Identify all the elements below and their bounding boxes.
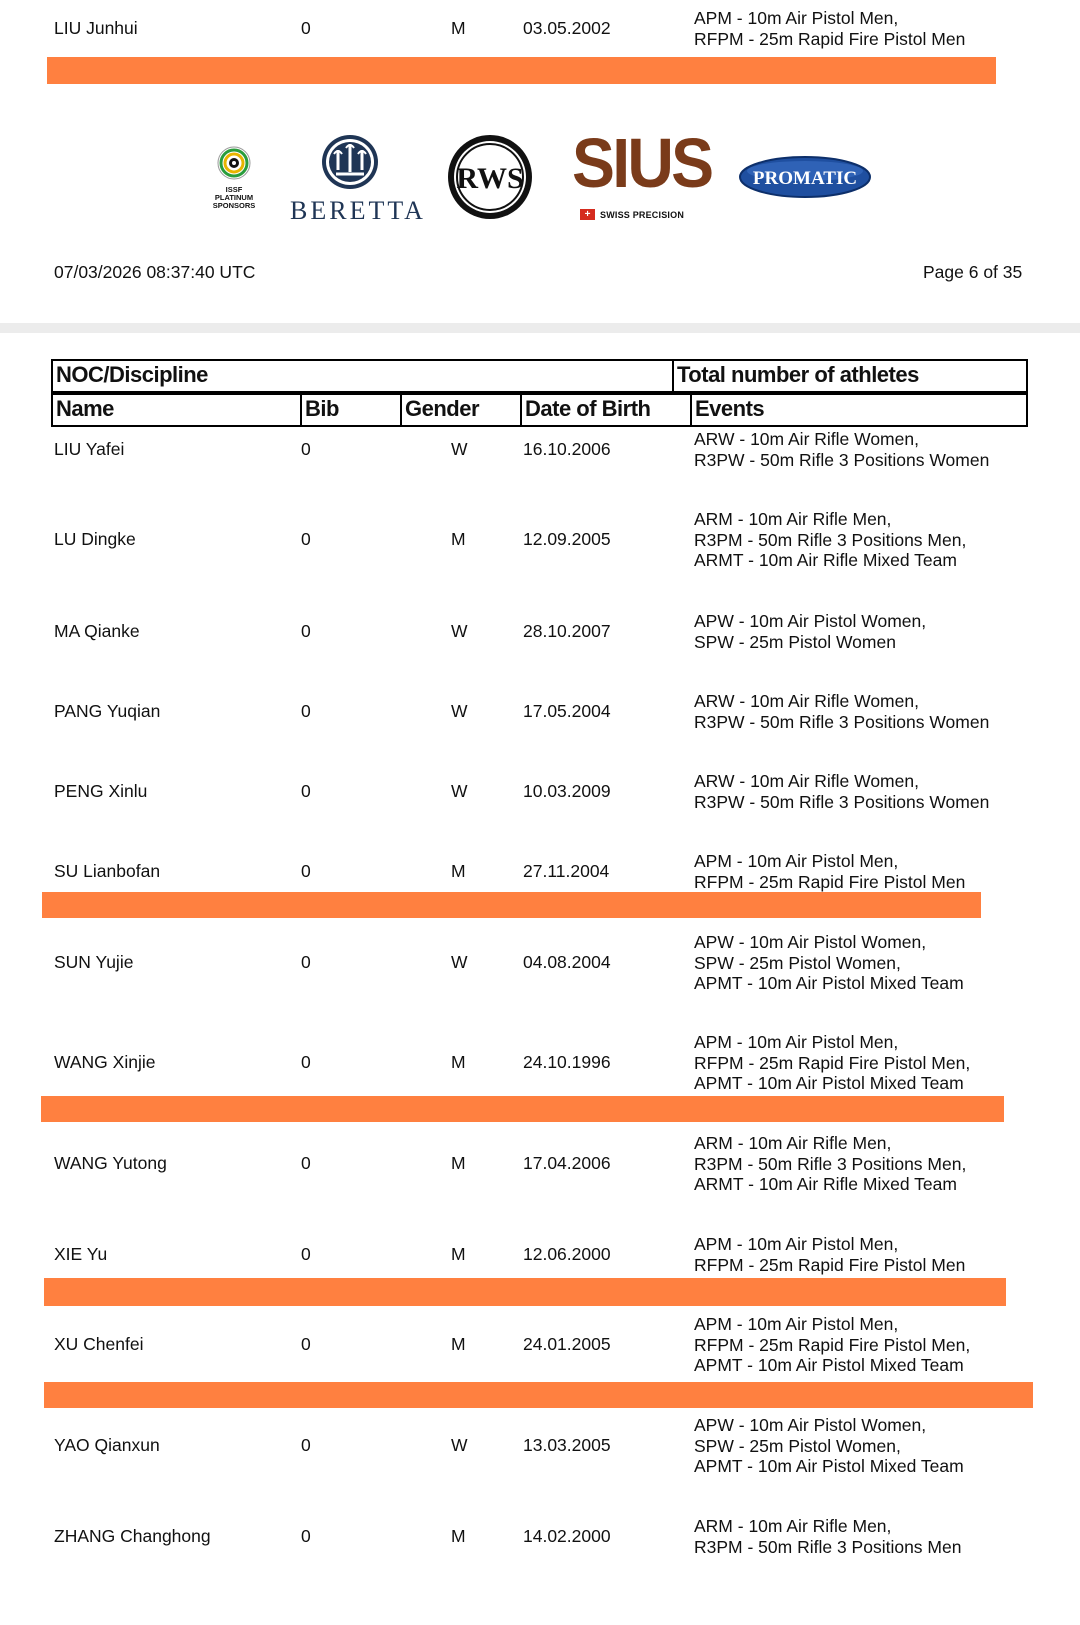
athlete-dob: 14.02.2000: [523, 1526, 611, 1546]
event-line: ARW - 10m Air Rifle Women,: [694, 691, 919, 711]
athlete-gender: W: [451, 1435, 468, 1455]
athlete-name: MA Qianke: [54, 621, 140, 641]
athlete-gender: W: [451, 781, 468, 801]
athlete-dob: 24.01.2005: [523, 1334, 611, 1354]
athlete-bib: 0: [301, 952, 311, 972]
athlete-bib: 0: [301, 861, 311, 881]
header-total-athletes: Total number of athletes: [677, 362, 919, 387]
sius-wordmark: SIUS: [572, 124, 712, 202]
event-line: R3PW - 50m Rifle 3 Positions Women: [694, 711, 990, 732]
athlete-gender: M: [451, 1526, 466, 1546]
athlete-gender: W: [451, 701, 468, 721]
event-line: APM - 10m Air Pistol Men,: [694, 1234, 899, 1254]
athlete-name: WANG Yutong: [54, 1153, 167, 1173]
event-line: APMT - 10m Air Pistol Mixed Team: [694, 1456, 964, 1476]
beretta-emblem-icon: [290, 132, 410, 192]
event-line: ARM - 10m Air Rifle Men,: [694, 509, 892, 529]
swiss-flag-icon: +: [580, 209, 595, 220]
event-line: APM - 10m Air Pistol Men,: [694, 1032, 899, 1052]
issf-target-icon: [206, 145, 262, 181]
event-line: RFPM - 25m Rapid Fire Pistol Men: [694, 871, 966, 892]
issf-line: PLATINUM: [214, 193, 254, 202]
beretta-logo: [290, 132, 426, 225]
footer-timestamp: 07/03/2026 08:37:40 UTC: [54, 262, 256, 282]
athlete-bib: 0: [301, 1153, 311, 1173]
page-break: [0, 323, 1080, 333]
athlete-name: YAO Qianxun: [54, 1435, 160, 1455]
athlete-dob: 10.03.2009: [523, 781, 611, 801]
athlete-gender: M: [451, 1244, 466, 1264]
athlete-gender: W: [451, 952, 468, 972]
event-line: ARW - 10m Air Rifle Women,: [694, 771, 919, 791]
event-line: APMT - 10m Air Pistol Mixed Team: [694, 1355, 964, 1375]
athlete-events: [694, 509, 966, 571]
highlight-bar: [42, 892, 981, 918]
athlete-events: [694, 932, 964, 994]
athlete-name: LU Dingke: [54, 529, 136, 549]
athlete-events: [694, 1133, 966, 1195]
athlete-bib: 0: [301, 1435, 311, 1455]
event-line: ARMT - 10m Air Rifle Mixed Team: [694, 550, 957, 570]
athlete-bib: 0: [301, 1526, 311, 1546]
athlete-gender: M: [451, 18, 466, 38]
athlete-gender: W: [451, 621, 468, 641]
event-line: APW - 10m Air Pistol Women,: [694, 932, 927, 952]
athlete-dob: 17.04.2006: [523, 1153, 611, 1173]
issf-line: ISSF: [225, 185, 243, 194]
athlete-events: [694, 611, 926, 652]
athlete-gender: M: [451, 529, 466, 549]
promatic-text: PROMATIC: [752, 168, 858, 189]
athlete-dob: 28.10.2007: [523, 621, 611, 641]
athlete-events: [694, 1415, 964, 1477]
rws-emblem-icon: [446, 133, 534, 221]
athlete-bib: 0: [301, 1334, 311, 1354]
athlete-gender: M: [451, 1052, 466, 1072]
athlete-dob: 27.11.2004: [523, 861, 610, 881]
event-line: ARW - 10m Air Rifle Women,: [694, 429, 919, 449]
table-header-columns: [51, 393, 1028, 427]
athlete-events: [694, 691, 989, 732]
athlete-events: [694, 771, 989, 812]
athlete-bib: 0: [301, 1244, 311, 1264]
issf-sponsor-logo: [206, 145, 262, 209]
athlete-name: PENG Xinlu: [54, 781, 148, 801]
header-noc-discipline: NOC/Discipline: [56, 362, 208, 387]
event-line: R3PM - 50m Rifle 3 Positions Men,: [694, 1153, 967, 1174]
event-line: R3PM - 50m Rifle 3 Positions Men,: [694, 529, 967, 550]
athlete-events: [694, 1032, 970, 1094]
event-line: RFPM - 25m Rapid Fire Pistol Men: [694, 28, 966, 49]
athlete-bib: 0: [301, 439, 311, 459]
event-line: APMT - 10m Air Pistol Mixed Team: [694, 1073, 964, 1093]
athlete-bib: 0: [301, 621, 311, 641]
athlete-gender: M: [451, 1334, 466, 1354]
header-name: Name: [56, 396, 114, 421]
athlete-events: [694, 851, 965, 892]
athlete-dob: 12.06.2000: [523, 1244, 611, 1264]
event-line: R3PW - 50m Rifle 3 Positions Women: [694, 449, 990, 470]
rws-text: RWS: [456, 162, 524, 195]
athlete-gender: M: [451, 861, 466, 881]
event-line: APM - 10m Air Pistol Men,: [694, 851, 899, 871]
event-line: R3PM - 50m Rifle 3 Positions Men: [694, 1536, 962, 1557]
athlete-name: ZHANG Changhong: [54, 1526, 211, 1546]
issf-line: SPONSORS: [212, 201, 256, 210]
athlete-name: PANG Yuqian: [54, 701, 161, 721]
athlete-events: [694, 1234, 965, 1275]
promatic-badge-icon: [738, 155, 872, 199]
athlete-dob: 13.03.2005: [523, 1435, 611, 1455]
highlight-bar: [41, 1096, 1004, 1122]
athlete-name: LIU Junhui: [54, 18, 138, 38]
event-line: RFPM - 25m Rapid Fire Pistol Men: [694, 1254, 966, 1275]
promatic-logo: [738, 155, 872, 199]
table-header-noc: [51, 359, 1028, 393]
athlete-events: [694, 1516, 961, 1557]
header-dob: Date of Birth: [525, 396, 651, 421]
event-line: SPW - 25m Pistol Women,: [694, 1435, 901, 1456]
event-line: ARM - 10m Air Rifle Men,: [694, 1133, 892, 1153]
athlete-dob: 16.10.2006: [523, 439, 611, 459]
rws-logo: [446, 133, 534, 221]
beretta-wordmark: BERETTA: [290, 196, 426, 225]
event-line: APM - 10m Air Pistol Men,: [694, 1314, 899, 1334]
athlete-name: SU Lianbofan: [54, 861, 161, 881]
event-line: SPW - 25m Pistol Women: [694, 631, 896, 652]
athlete-dob: 03.05.2002: [523, 18, 611, 38]
header-gender: Gender: [405, 396, 480, 421]
event-line: APW - 10m Air Pistol Women,: [694, 611, 927, 631]
event-line: SPW - 25m Pistol Women,: [694, 952, 901, 973]
athlete-events: [694, 8, 965, 49]
event-line: RFPM - 25m Rapid Fire Pistol Men,: [694, 1334, 971, 1355]
athlete-dob: 04.08.2004: [523, 952, 611, 972]
athlete-bib: 0: [301, 781, 311, 801]
athlete-bib: 0: [301, 529, 311, 549]
footer-page-number: Page 6 of 35: [923, 262, 1023, 282]
event-line: R3PW - 50m Rifle 3 Positions Women: [694, 791, 990, 812]
athlete-gender: W: [451, 439, 468, 459]
event-line: APMT - 10m Air Pistol Mixed Team: [694, 973, 964, 993]
athlete-name: LIU Yafei: [54, 439, 125, 459]
event-line: ARMT - 10m Air Rifle Mixed Team: [694, 1174, 957, 1194]
highlight-bar: [47, 57, 996, 84]
sius-tagline: SWISS PRECISION: [600, 209, 685, 220]
event-line: APW - 10m Air Pistol Women,: [694, 1415, 927, 1435]
athlete-dob: 24.10.1996: [523, 1052, 611, 1072]
highlight-bar: [44, 1382, 1033, 1408]
athlete-bib: 0: [301, 701, 311, 721]
athlete-bib: 0: [301, 1052, 311, 1072]
sius-logo: [572, 124, 712, 224]
athlete-dob: 12.09.2005: [523, 529, 611, 549]
athlete-bib: 0: [301, 18, 311, 38]
athlete-events: [694, 429, 989, 470]
event-line: RFPM - 25m Rapid Fire Pistol Men,: [694, 1052, 971, 1073]
athlete-name: XIE Yu: [54, 1244, 108, 1264]
header-bib: Bib: [305, 396, 339, 421]
athlete-gender: M: [451, 1153, 466, 1173]
athlete-events: [694, 1314, 970, 1376]
event-line: APM - 10m Air Pistol Men,: [694, 8, 899, 28]
athlete-name: WANG Xinjie: [54, 1052, 156, 1072]
athlete-name: SUN Yujie: [54, 952, 134, 972]
athlete-name: XU Chenfei: [54, 1334, 144, 1354]
highlight-bar: [44, 1278, 1006, 1306]
event-line: ARM - 10m Air Rifle Men,: [694, 1516, 892, 1536]
athlete-dob: 17.05.2004: [523, 701, 611, 721]
header-events: Events: [695, 396, 765, 421]
